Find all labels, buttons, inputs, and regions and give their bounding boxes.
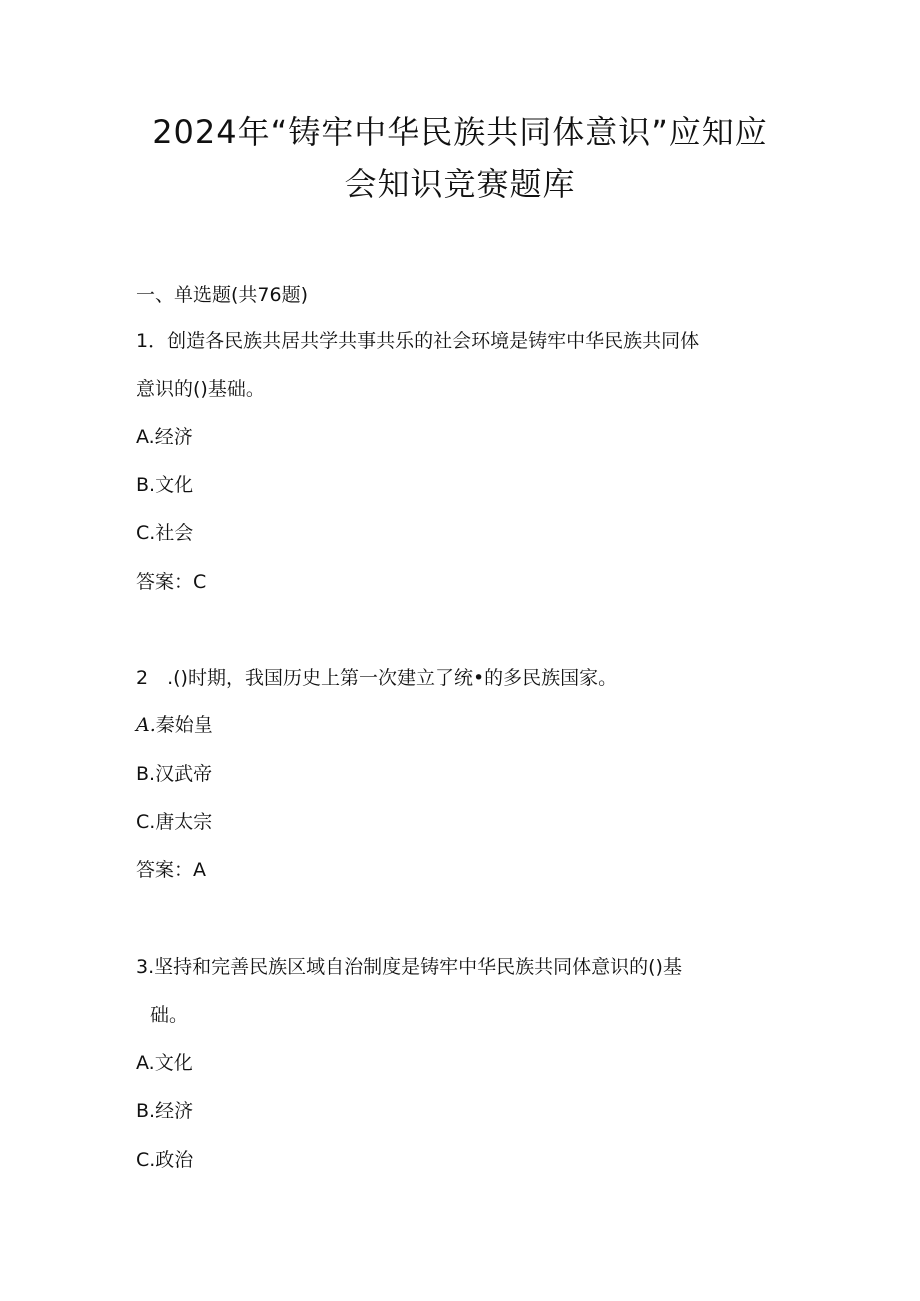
document-title-line1: 2024年“铸牢中华民族共同体意识”应知应 (152, 113, 768, 151)
question-2-option-b: B.汉武帝 (136, 763, 213, 785)
question-2-answer: 答案：A (136, 859, 206, 881)
question-1-option-c: C.社会 (136, 522, 194, 544)
question-3-stem-line1: 3.坚持和完善民族区域自治制度是铸牢中华民族共同体意识的()基 (136, 956, 682, 978)
question-1-stem-line2: 意识的()基础。 (136, 378, 265, 400)
question-3-option-b: B.经济 (136, 1100, 194, 1122)
question-3-stem-line2: 础。 (150, 1004, 189, 1026)
section-heading: 一、单选题(共76题) (136, 284, 309, 306)
question-2-option-a-letter: A. (136, 714, 156, 736)
question-1-option-a: A.经济 (136, 426, 193, 448)
question-2-option-a (136, 712, 213, 738)
question-2-option-c: C.唐太宗 (136, 811, 213, 833)
question-2-stem: 2 .()时期，我国历史上第一次建立了统•的多民族国家。 (136, 667, 618, 689)
question-3-option-a: A.文化 (136, 1052, 193, 1074)
document-title-line2: 会知识竞赛题库 (344, 165, 576, 203)
question-1-stem-line1: 1．创造各民族共居共学共事共乐的社会环境是铸牢中华民族共同体 (136, 330, 700, 352)
question-1-answer: 答案：C (136, 571, 207, 593)
question-3-option-c: C.政治 (136, 1149, 194, 1171)
question-1-option-b: B.文化 (136, 474, 194, 496)
question-2-option-a-text: 秦始皇 (155, 714, 213, 736)
